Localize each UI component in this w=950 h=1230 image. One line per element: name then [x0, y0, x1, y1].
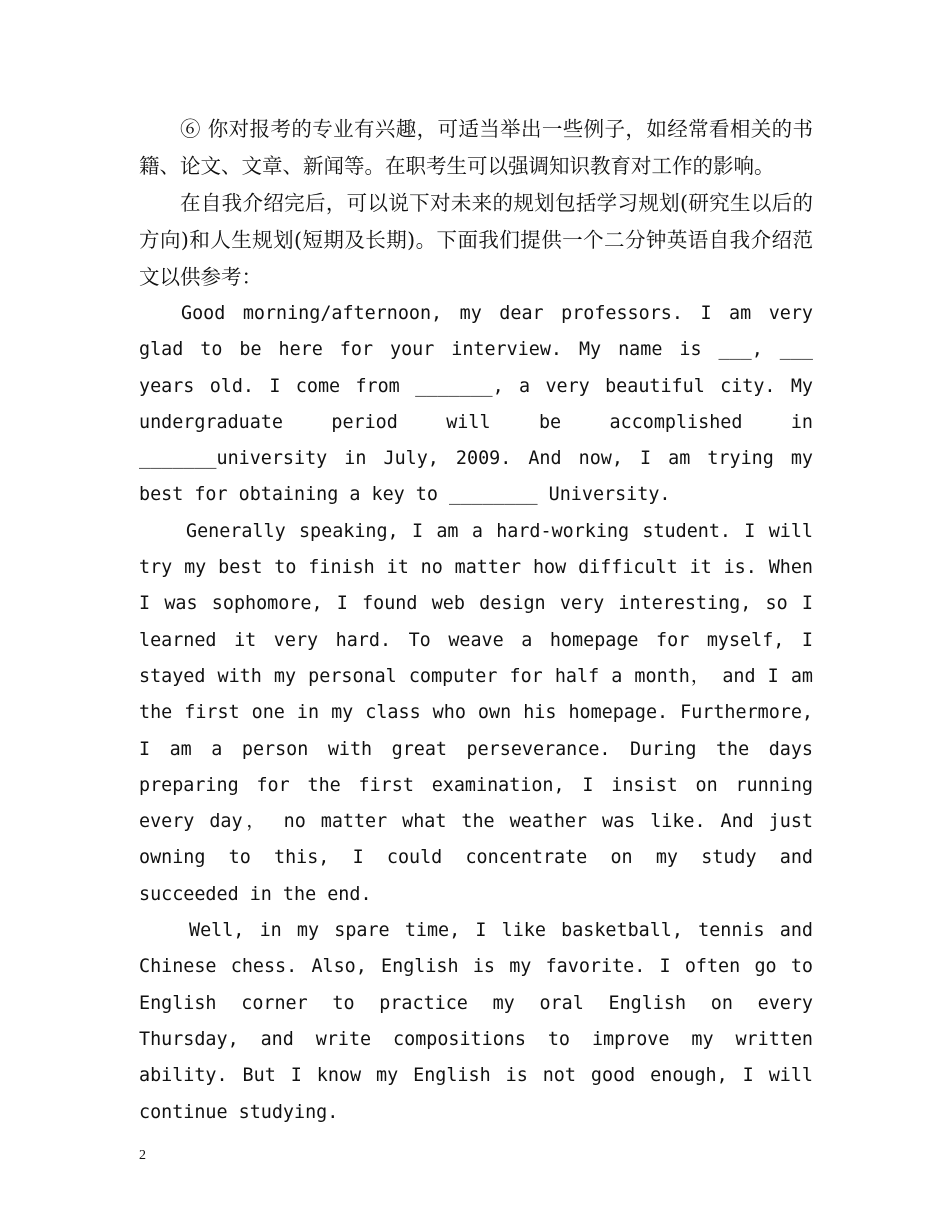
- paragraph-future-plan: 在自我介绍完后，可以说下对未来的规划包括学习规划(研究生以后的方向)和人生规划(短期及长期)。下面我们提供一个二分钟英语自我介绍范文以供参考：: [139, 191, 813, 289]
- paragraph-english-greeting: Good morning/afternoon, my dear professors. I am very glad to be here for your interview. My name is ___, ___ years old. I come from _______, a very beautiful city. My undergraduate period will be accomplished in _______university in July, 2009. And now, I am trying my best for obtaining a key to ________ University.: [139, 303, 813, 506]
- paragraph-interest-in-major: ⑥ 你对报考的专业有兴趣，可适当举出一些例子，如经常看相关的书籍、论文、文章、新闻等。在职考生可以强调知识教育对工作的影响。: [139, 117, 813, 178]
- document-body: [139, 111, 813, 1131]
- page-number: 2: [139, 1148, 146, 1163]
- paragraph-english-hobbies: Well, in my spare time, I like basketball, tennis and Chinese chess. Also, English is my favorite. I often go to English corner to practice my oral English on every Thursday, and write compositions to improve my written ability. But I know my English is not good enough, I will continue studying.: [139, 920, 813, 1123]
- paragraph-english-character: Generally speaking, I am a hard-working student. I will try my best to finish it no matter how difficult it is. When I was sophomore, I found web design very interesting, so I learned it very hard. To weave a homepage for myself, I stayed with my personal computer for half a month， and I am the first one in my class who own his homepage. Furthermore, I am a person with great perseverance. During the days preparing for the first examination, I insist on running every day， no matter what the weather was like. And just owning to this, I could concentrate on my study and succeeded in the end.: [139, 520, 813, 905]
